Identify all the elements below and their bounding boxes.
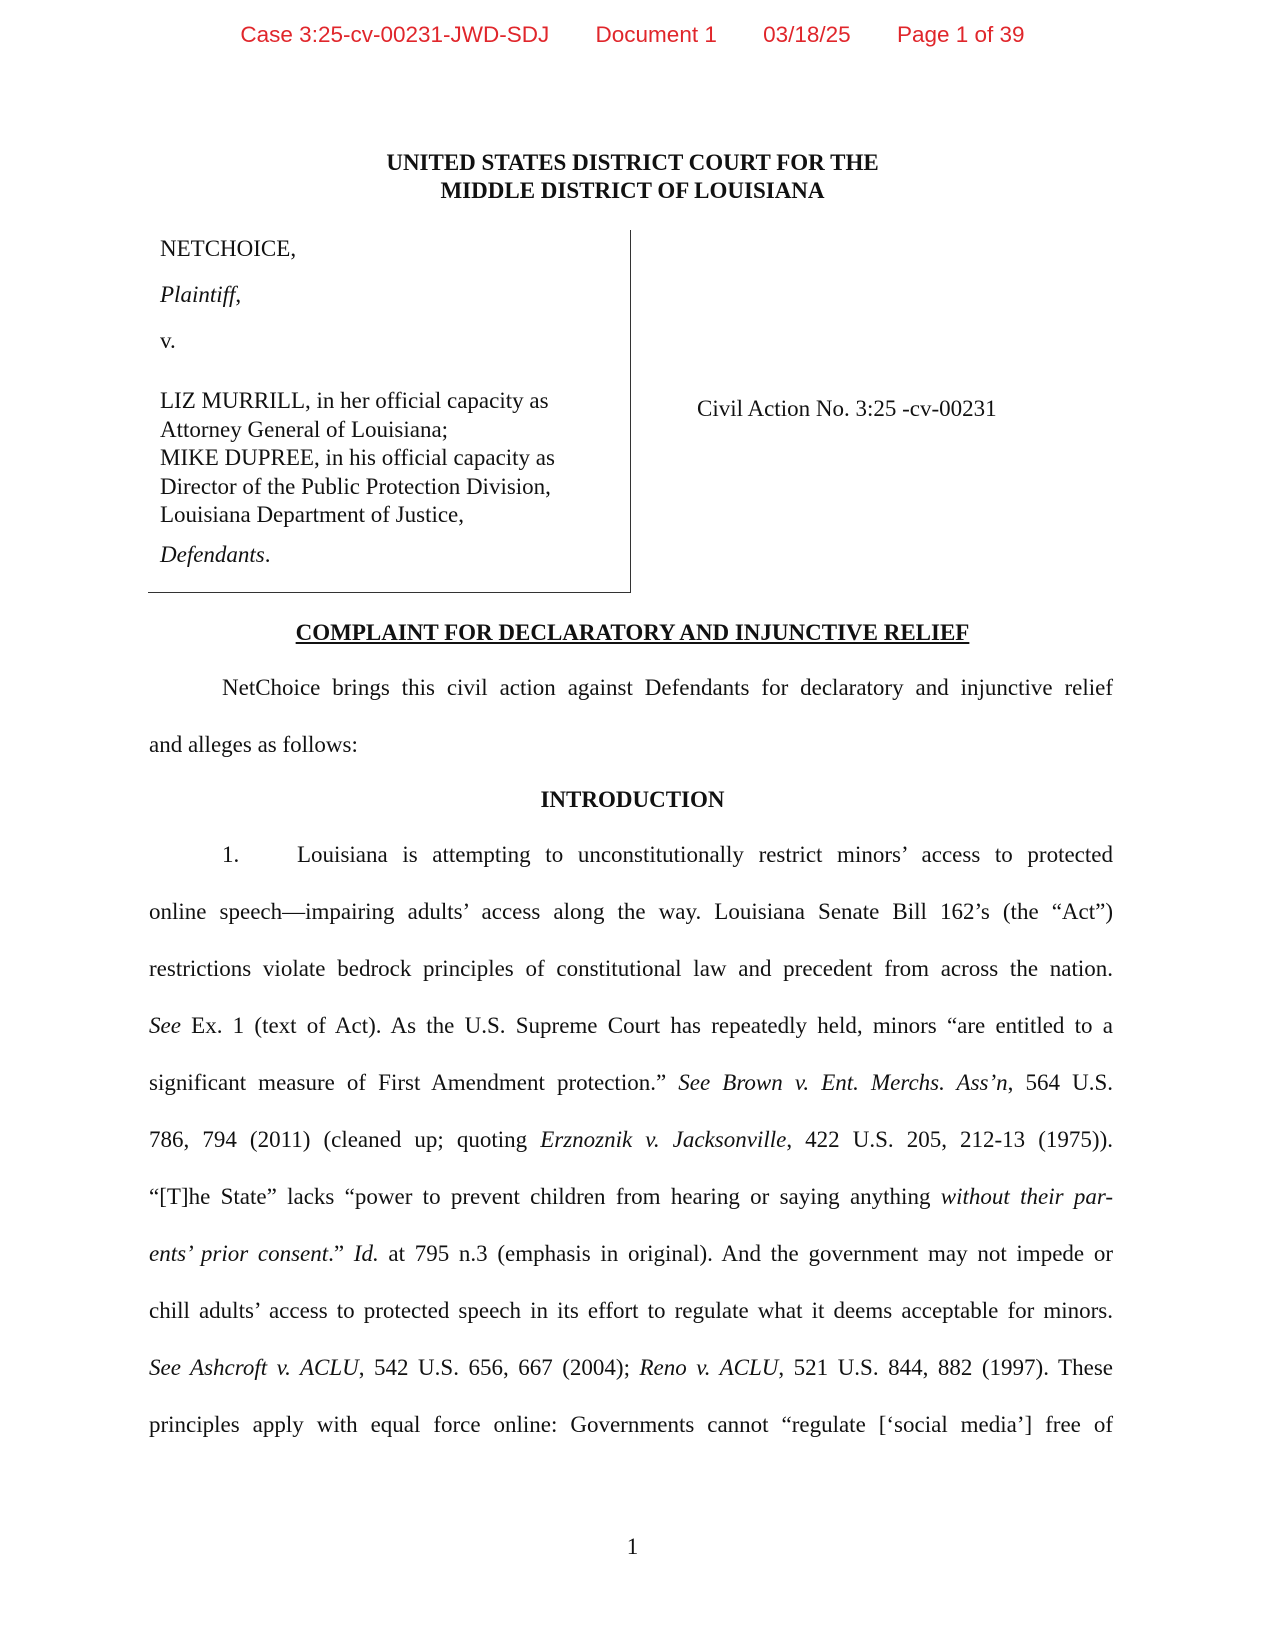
- defendants-list: [160, 387, 555, 530]
- case-header: [0, 22, 1265, 48]
- paragraph-line: “[T]he State” lacks “power to prevent children from hearing or saying anything without their par-: [149, 1184, 1113, 1209]
- defendant-role: Defendants.: [160, 542, 271, 567]
- opening-line-1: NetChoice brings this civil action against Defendants for declaratory and injunctive relief: [222, 675, 1113, 700]
- court-line-2: MIDDLE DISTRICT OF LOUISIANA: [440, 178, 825, 203]
- case-number: Case 3:25-cv-00231-JWD-SDJ: [240, 22, 550, 47]
- case-caption-box: [148, 230, 631, 593]
- versus: v.: [160, 328, 176, 353]
- paragraph-number: 1.: [222, 842, 240, 867]
- paragraph-line: 786, 794 (2011) (cleaned up; quoting Erznoznik v. Jacksonville, 422 U.S. 205, 212-13 (1975)).: [149, 1127, 1113, 1152]
- plaintiff-name: NETCHOICE,: [160, 236, 297, 261]
- paragraph-line: restrictions violate bedrock principles of constitutional law and precedent from across the nation.: [149, 956, 1113, 981]
- paragraph-line: See Ashcroft v. ACLU, 542 U.S. 656, 667 (2004); Reno v. ACLU, 521 U.S. 844, 882 (1997). These: [149, 1355, 1113, 1380]
- defendant-line: MIKE DUPREE, in his official capacity as: [160, 445, 555, 470]
- defendant-line: Attorney General of Louisiana;: [160, 416, 449, 442]
- paragraph-line: See Ex. 1 (text of Act). As the U.S. Supreme Court has repeatedly held, minors “are entitled to a: [149, 1013, 1113, 1038]
- paragraph-line: online speech—impairing adults’ access along the way. Louisiana Senate Bill 162’s (the “Act”): [149, 899, 1113, 924]
- defendant-line: LIZ MURRILL, in her official capacity as: [160, 388, 549, 413]
- section-heading: INTRODUCTION: [540, 787, 725, 812]
- defendant-line: Louisiana Department of Justice,: [160, 502, 465, 527]
- document-number: Document 1: [595, 22, 717, 47]
- paragraph-line: principles apply with equal force online: Governments cannot “regulate [‘social media’] free of: [149, 1412, 1113, 1437]
- document-title: COMPLAINT FOR DECLARATORY AND INJUNCTIVE RELIEF: [295, 620, 970, 645]
- paragraph-line: chill adults’ access to protected speech in its effort to regulate what it deems acceptable for minors.: [149, 1298, 1113, 1323]
- page-indicator: Page 1 of 39: [896, 22, 1025, 47]
- paragraph-line: ents’ prior consent.” Id. at 795 n.3 (emphasis in original). And the government may not impede or: [149, 1241, 1113, 1266]
- paragraph-line: Louisiana is attempting to unconstitutionally restrict minors’ access to protected: [297, 842, 1113, 867]
- court-line-1: UNITED STATES DISTRICT COURT FOR THE: [386, 150, 879, 175]
- page-number: 1: [626, 1534, 639, 1559]
- plaintiff-role: Plaintiff,: [160, 282, 242, 307]
- civil-action-number: Civil Action No. 3:25 -cv-00231: [697, 396, 997, 421]
- defendant-line: Director of the Public Protection Division,: [160, 473, 551, 499]
- opening-line-2: and alleges as follows:: [149, 732, 358, 757]
- court-heading: [0, 149, 1265, 205]
- filing-date: 03/18/25: [763, 22, 851, 47]
- paragraph-line: significant measure of First Amendment protection.” See Brown v. Ent. Merchs. Ass’n, 564 U.S.: [149, 1070, 1113, 1095]
